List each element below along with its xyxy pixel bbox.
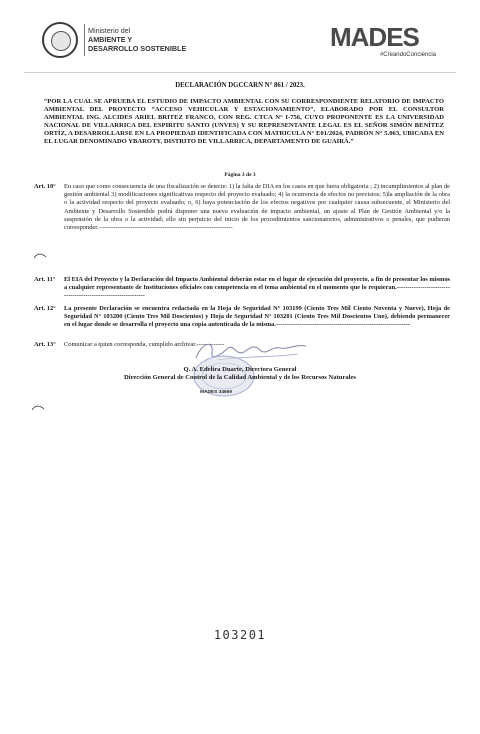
article-text: La presente Declaración se encuentra redactada en la Hoja de Seguridad N° 103199 (Ciento Tres Mil Ciento Noventa y Nueve), Hoja de Seguridad N° 103200 (Ciento Tres Mil Doscientos) y Hoja de Seguridad N° 103201 (Ciento Tres Mil Doscientos Uno), debiendo permanecer en el lugar donde se desarrolla el proyecto una copia autenticada de la misma.--------------------------------------------------------------- [64,305,450,329]
header-rule [24,72,456,73]
article-text: Comunicar a quien corresponda, cumplido archivar.------------- [64,341,225,348]
security-sheet-number: 103201 [213,628,267,642]
declaration-title: DECLARACIÓN DGCCARN N° 861 / 2023. [175,82,305,89]
article-11 [34,276,454,302]
margin-mark-icon [33,252,47,260]
ministry-line-3: DESARROLLO SOSTENIBLE [88,44,187,53]
signer-office: Dirección General de Control de la Calidad Ambiental y de los Recursos Naturales [124,374,356,382]
ministry-line-2: AMBIENTE Y [88,35,133,44]
article-text: El EIA del Proyecto y la Declaración del Impacto Ambiental deberán estar en el lugar de ejecución del proyecto, a fin de presentar los mismos a cualquier representante de Instituciones oficiales con competencia en el tema ambiental en el momento que lo requieran.--------------------------------------------------------------- [64,276,450,300]
page-number: Página 3 de 3 [224,172,256,178]
signer-name: Q. A. Edelira Duarte, Directora General [183,366,297,373]
article-label: Art. 10° [34,183,56,190]
ministry-line-1: Ministerio del [88,26,131,35]
margin-mark-icon [31,404,45,412]
article-10 [34,183,454,273]
article-text: En caso que como consecuencia de una fiscalización se detecte: 1) la falta de DIA en los casos en que fuera obligatoria ; 2) incumplimientos al plan de gestión ambiental 3) modificaciones significativas respecto del proyecto evaluado; 4) la ocurrencia de efectos no previstos; 5)la ampliación de la obra o la actividad respecto del proyecto evaluado; o, 6) haya potenciación de los efectos negativos por cualquier causa subsecuente, el Ministerio del Ambiente y Desarrollo Sostenible podrá disponer una nueva evaluación de impacto ambiental, un ajuste al Plan de Gestión Ambiental y/o la suspensión de la obra o la actividad; ello sin perjuicio del inicio de los procedimientos sancionatorios, administrativos o penales, que pudieran corresponder.--------------------------------------------------------------- [64,183,450,232]
article-label: Art. 11° [34,276,56,283]
letterhead [38,18,458,70]
mades-logo [330,24,438,48]
mades-logo-text: MADES [330,24,419,48]
stamp-number: MADES 34669 [200,390,232,395]
national-seal-icon [42,22,78,58]
signature-block [0,366,480,383]
mades-tagline: #CreandoConciencia [379,52,436,58]
article-label: Art. 13° [34,341,56,348]
header-divider [84,24,85,56]
article-label: Art. 12° [34,305,56,312]
ministry-name [88,26,258,53]
resolution-text: “POR LA CUAL SE APRUEBA EL ESTUDIO DE IMPACTO AMBIENTAL CON SU CORRESPONDIENTE RELATORIO DE IMPACTO AMBIENTAL DEL PROYECTO “ACCESO VEHICULAR Y ESTACIONAMIENTO”, ELABORADO POR EL CONSULTOR AMBIENTAL ING. ALCIDES ARIEL BRITEZ FRANCO, CON REG. CTCA N° I-756, CUYO PROPONENTE ES LA UNIVERSIDAD NACIONAL DE VILLARRICA DEL ESPIRITU SANTO (UNVES) Y SU REPRESENTANTE LEGAL ES EL SEÑOR SIMÓN BENÍTEZ ORTÍZ, A DESARROLLARSE EN LA PROPIEDAD IDENTIFICADA CON MATRICULA N° E01/2024, PADRÓN N° 5.063, UBICADA EN EL LUGAR DENOMINADO YBAROTY, DISTRITO DE VILLARRICA, DEPARTAMENTO DE GUAIRÁ.” [44,98,444,145]
